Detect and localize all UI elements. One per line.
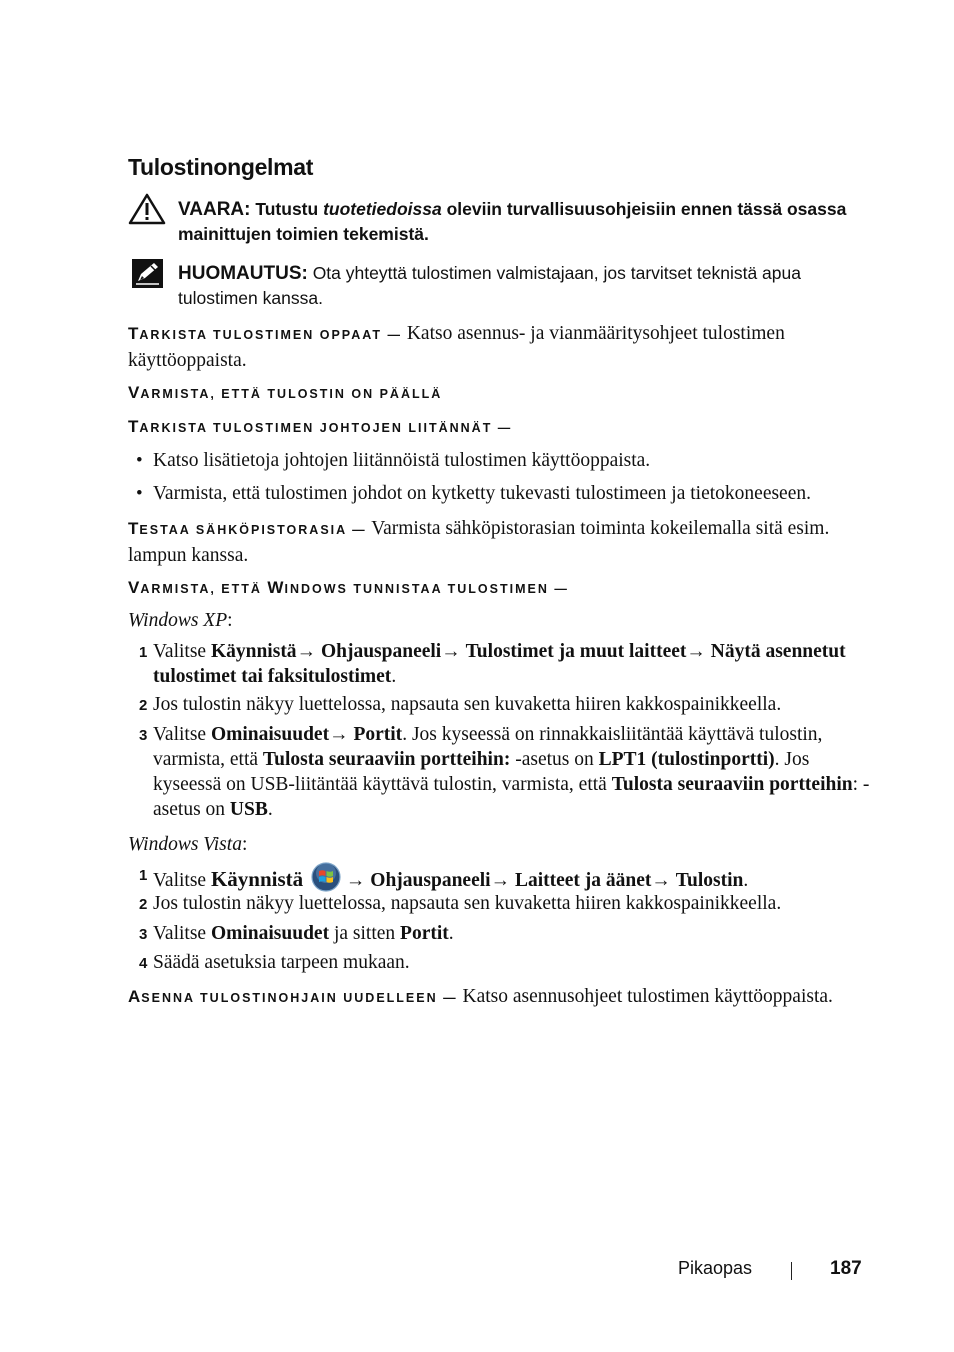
paragraph-check-manuals: TARKISTA TULOSTIMEN OPPAAT — Katso asennus- ja vianmääritysohjeet tulostimen käyttöoppaista. <box>128 323 785 371</box>
note-pencil-icon <box>132 259 163 288</box>
os-label-xp: Windows XP: <box>128 610 233 631</box>
paragraph-reinstall-driver: ASENNA TULOSTINOHJAIN UUDELLEEN — Katso asennusohjeet tulostimen käyttöoppaista. <box>128 986 833 1007</box>
paragraph-test-outlet: TESTAA SÄHKÖPISTORASIA — Varmista sähköpistorasian toiminta kokeilemalla sitä esim. lampun kanssa. <box>128 518 830 566</box>
list-item: Katso lisätietoja johtojen liitännöistä tulostimen käyttöoppaista. <box>153 450 651 471</box>
list-item: Valitse Käynnistä → Ohjauspaneeli→ Laitteet ja äänet→ Tulostin. <box>153 862 873 893</box>
step-number: 2 <box>139 896 148 913</box>
os-label-vista: Windows Vista: <box>128 834 248 855</box>
list-item: Säädä asetuksia tarpeen mukaan. <box>153 952 410 973</box>
step-number: 1 <box>139 644 148 661</box>
warning-label: VAARA: <box>178 199 251 220</box>
bullet-marker: • <box>136 450 143 471</box>
warning-triangle-icon <box>128 193 166 225</box>
run-in-heading: TARKISTA TULOSTIMEN OPPAAT — <box>128 324 402 343</box>
list-item: Valitse Ominaisuudet→ Portit. Jos kyseessä on rinnakkaisliitäntää käyttävä tulostin, varmista, että Tulosta seuraaviin portteihin: -asetus on LPT1 (tulostinportti). Jos kyseessä on USB-liitäntää käyttävä tulostin, varmista, että Tulosta seuraaviin portteihin: -asetus on USB. <box>153 724 870 820</box>
bullet-marker: • <box>136 483 143 504</box>
list-item: Jos tulostin näkyy luettelossa, napsauta sen kuvaketta hiiren kakkospainikkeella. <box>153 694 782 715</box>
list-item: Valitse Ominaisuudet ja sitten Portit. <box>153 923 454 944</box>
heading-windows-recognizes: VARMISTA, ETTÄ WINDOWS TUNNISTAA TULOSTIMEN — <box>128 578 569 597</box>
list-item: Valitse Käynnistä→ Ohjauspaneeli→ Tulostimet ja muut laitteet→ Näytä asennetut tulostimet tai faksitulostimet. <box>153 641 846 687</box>
windows-start-orb-icon <box>311 862 341 892</box>
step-number: 1 <box>139 867 148 884</box>
step-number: 4 <box>139 955 148 972</box>
note-label: HUOMAUTUS: <box>178 263 308 284</box>
page-number: 187 <box>830 1258 862 1279</box>
list-item: Jos tulostin näkyy luettelossa, napsauta sen kuvaketta hiiren kakkospainikkeella. <box>153 893 782 914</box>
footer-divider <box>791 1262 792 1280</box>
section-heading: Tulostinongelmat <box>128 154 314 180</box>
step-number: 3 <box>139 727 148 744</box>
step-number: 2 <box>139 697 148 714</box>
step-number: 3 <box>139 926 148 943</box>
heading-printer-on: VARMISTA, ETTÄ TULOSTIN ON PÄÄLLÄ <box>128 383 443 402</box>
note-notice: HUOMAUTUS: Ota yhteyttä tulostimen valmistajaan, jos tarvitset teknistä apua tulostimen kanssa. <box>178 263 801 308</box>
list-item: Varmista, että tulostimen johdot on kytketty tukevasti tulostimeen ja tietokoneeseen. <box>153 483 811 504</box>
warning-notice: VAARA: Tutustu tuotetiedoissa oleviin turvallisuusohjeisiin ennen tässä osassa mainittujen toimien tekemistä. <box>178 199 847 244</box>
heading-check-cables: TARKISTA TULOSTIMEN JOHTOJEN LIITÄNNÄT — <box>128 417 513 436</box>
footer-section-title: Pikaopas <box>678 1258 753 1278</box>
